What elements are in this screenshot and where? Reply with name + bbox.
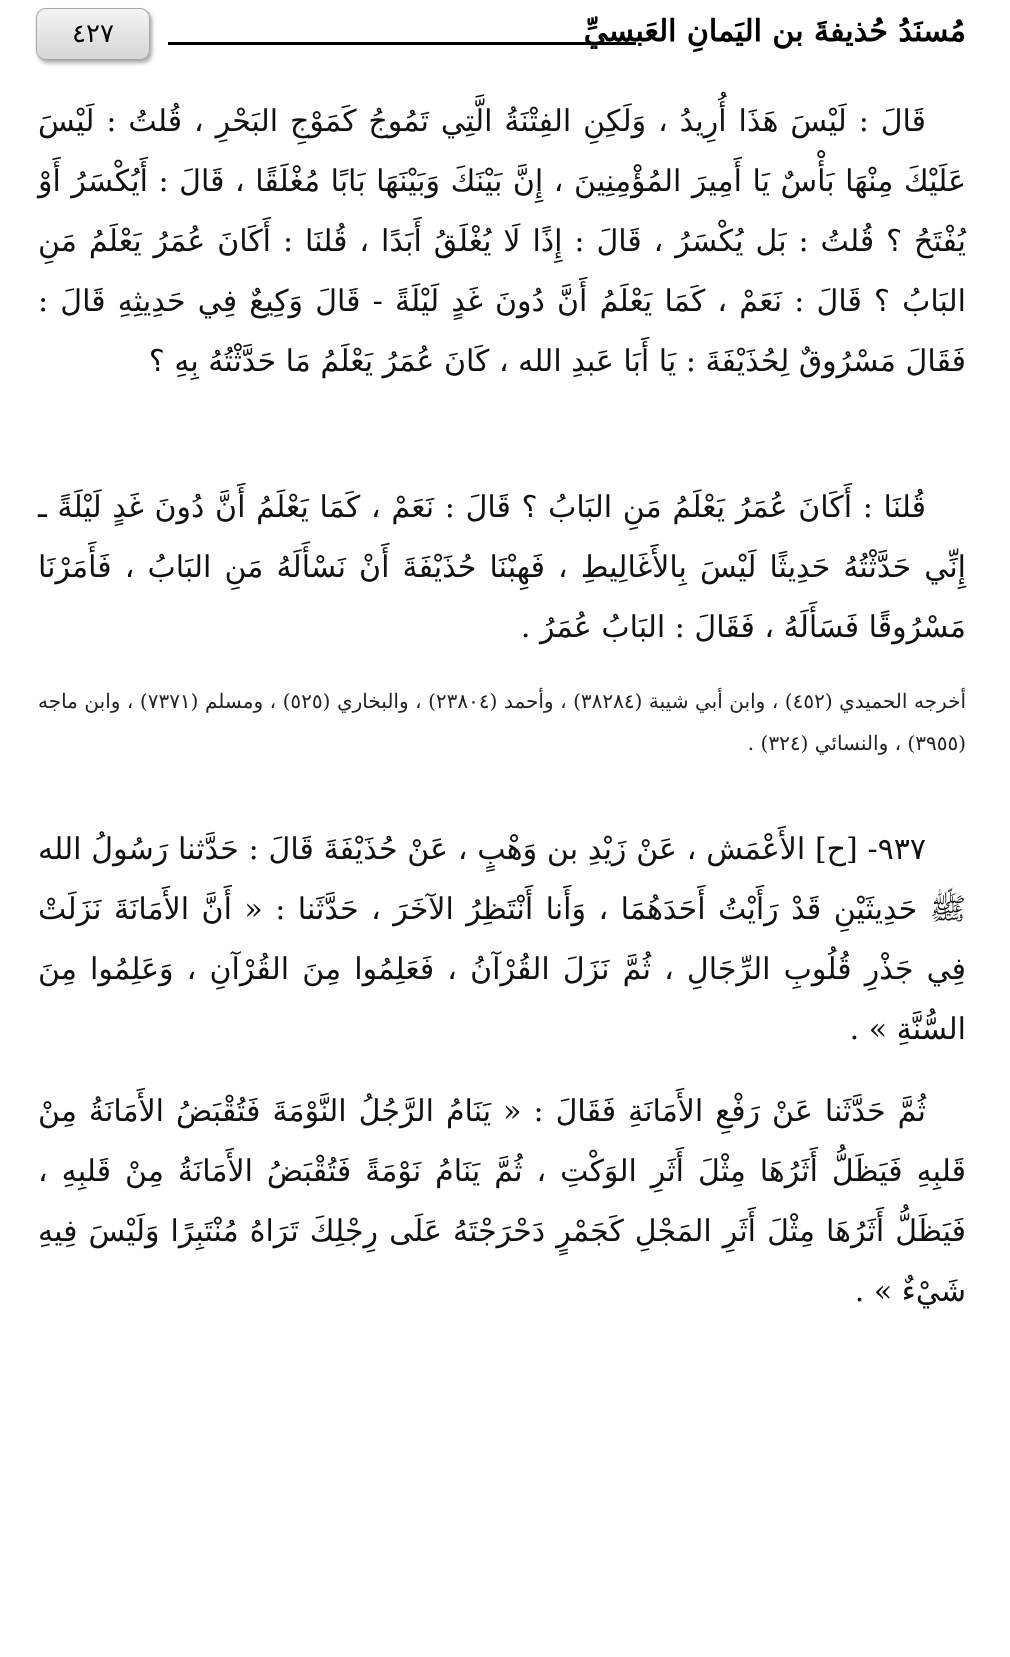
page-number: ٤٢٧: [72, 19, 114, 49]
paragraph-2: [38, 478, 966, 658]
page-number-tab: [36, 8, 150, 60]
paragraph-3: [38, 820, 966, 1060]
paragraph-4: [38, 1082, 966, 1322]
footnote: [38, 680, 966, 764]
paragraph-1: [38, 92, 966, 392]
page-header: [36, 8, 966, 66]
paragraph-2-text: قُلنَا : أَكَانَ عُمَرُ يَعْلَمُ مَنِ البَابُ ؟ قَالَ : نَعَمْ ، كَمَا يَعْلَمُ أَنَّ دُونَ غَدٍ لَيْلَةً ـ إِنِّي حَدَّثْتُهُ حَدِيثًا لَيْسَ بِالأَغَالِيطِ ، فَهِبْنَا حُذَيْفَةَ أَنْ نَسْأَلَهُ مَنِ البَابُ ، فَأَمَرْنَا مَسْرُوقًا فَسَأَلَهُ ، فَقَالَ : البَابُ عُمَرُ .: [38, 490, 966, 645]
paragraph-4-text: ثُمَّ حَدَّثَنا عَنْ رَفْعِ الأَمَانَةِ فَقَالَ : « يَنَامُ الرَّجُلُ النَّوْمَةَ فَتُقْبَضُ الأَمَانَةُ مِنْ قَلبِهِ فَيَظَلُّ أَثَرُهَا مِثْلَ أَثَرِ الوَكْتِ ، ثُمَّ يَنَامُ نَوْمَةً فَتُقْبَضُ الأَمَانَةُ مِنْ قَلبِهِ ، فَيَظَلُّ أَثَرُهَا مِثْلَ أَثَرِ المَجْلِ كَجَمْرٍ دَحْرَجْتَهُ عَلَى رِجْلِكَ تَرَاهُ مُنْتَبِرًا وَلَيْسَ فِيهِ شَيْءٌ » .: [38, 1094, 966, 1309]
footnote-text: أخرجه الحميدي (٤٥٢) ، وابن أبي شيبة (٣٨٢٨٤) ، وأحمد (٢٣٨٠٤) ، والبخاري (٥٢٥) ، ومسلم (٧٣٧١) ، وابن ماجه (٣٩٥٥) ، والنسائي (٣٢٤) .: [38, 689, 967, 755]
paragraph-1-text: قَالَ : لَيْسَ هَذَا أُرِيدُ ، وَلَكِنِ الفِتْنَةُ الَّتِي تَمُوجُ كَمَوْجِ البَحْرِ ، قُلتُ : لَيْسَ عَلَيْكَ مِنْهَا بَأْسٌ يَا أَمِيرَ المُؤْمِنِينَ ، إِنَّ بَيْنَكَ وَبَيْنَهَا بَابًا مُغْلَقًا ، قَالَ : أَيُكْسَرُ أَوْ يُفْتَحُ ؟ قُلتُ : بَل يُكْسَرُ ، قَالَ : إِذًا لَا يُغْلَقُ أَبَدًا ، قُلنَا : أَكَانَ عُمَرُ يَعْلَمُ مَنِ البَابُ ؟ قَالَ : نَعَمْ ، كَمَا يَعْلَمُ أَنَّ دُونَ غَدٍ لَيْلَةً - قَالَ وَكِيعٌ فِي حَدِيثِهِ قَالَ : فَقَالَ مَسْرُوقٌ لِحُذَيْفَةَ : يَا أَبَا عَبدِ الله ، كَانَ عُمَرُ يَعْلَمُ مَا حَدَّثْتُهُ بِهِ ؟: [38, 104, 966, 379]
paragraph-3-text: ٩٣٧- [ح] الأَعْمَش ، عَنْ زَيْدِ بن وَهْبٍ ، عَنْ حُذَيْفَةَ قَالَ : حَدَّثنا رَسُولُ الله ﷺ حَدِيثَيْنِ قَدْ رَأَيْتُ أَحَدَهُمَا ، وَأَنا أَنْتَظِرُ الآخَرَ ، حَدَّثَنا : « أَنَّ الأَمَانَةَ نَزَلَتْ فِي جَذْرِ قُلُوبِ الرِّجَالِ ، ثُمَّ نَزَلَ القُرْآنُ ، فَعَلِمُوا مِنَ القُرْآنِ ، وَعَلِمُوا مِنَ السُّنَّةِ » .: [38, 832, 966, 1047]
header-rule: [168, 42, 636, 45]
running-title: مُسنَدُ حُذيفةَ بن اليَمانِ العَبسيِّ: [583, 14, 966, 49]
